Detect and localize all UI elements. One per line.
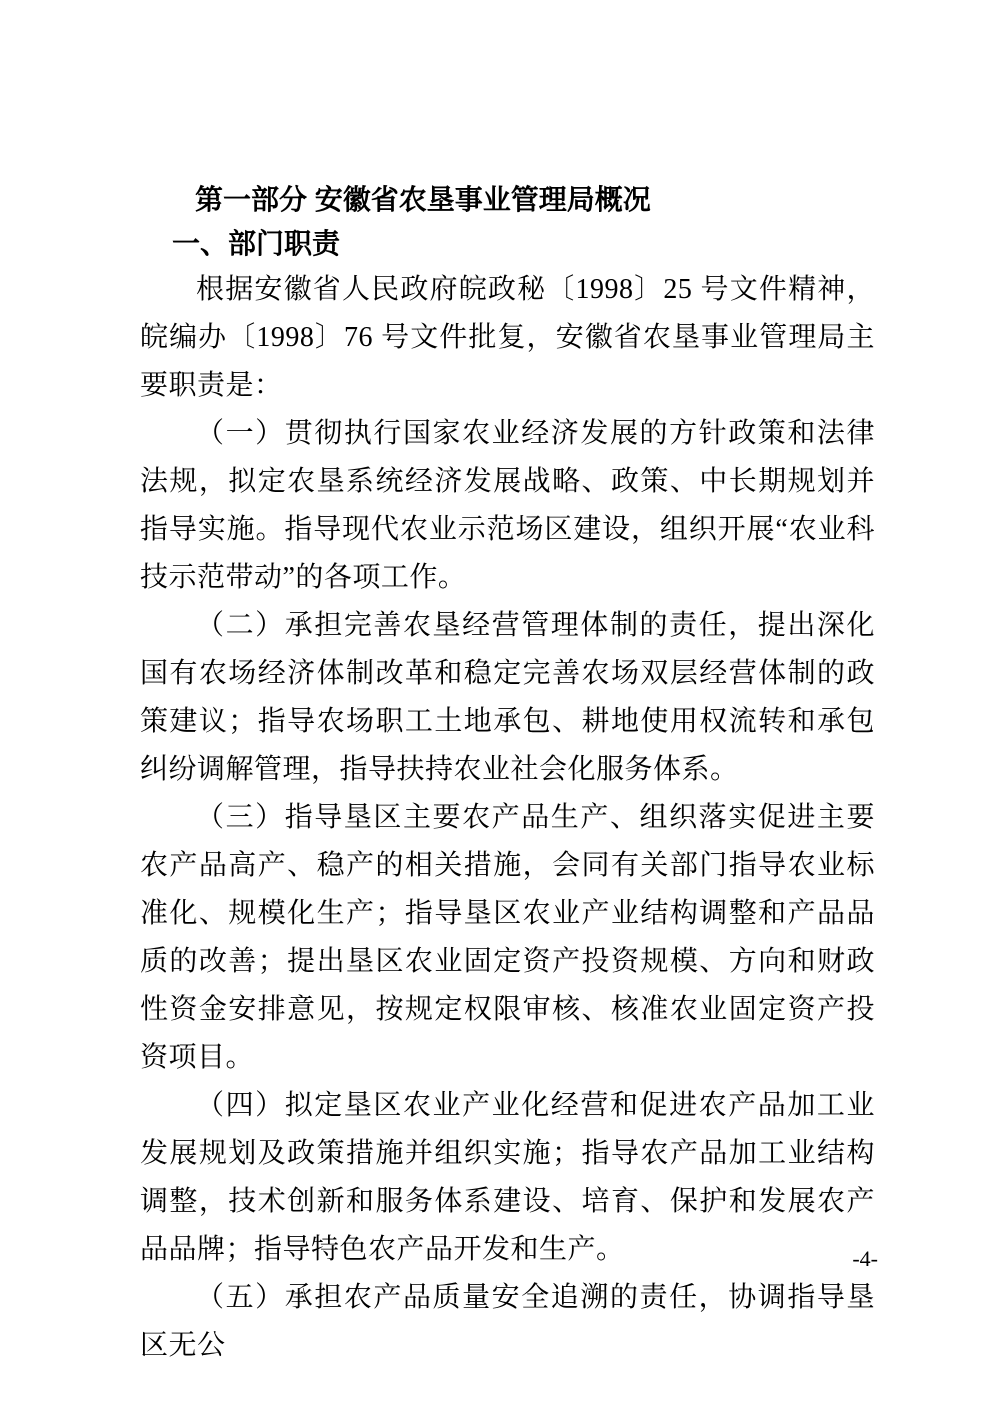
document-body [140,266,875,1370]
paragraph: （四）拟定垦区农业产业化经营和促进农产品加工业发展规划及政策措施并组织实施；指导农产品加工业结构调整，技术创新和服务体系建设、培育、保护和发展农产品品牌；指导特色农产品开发和生产。 [140,1090,875,1265]
paragraph: （一）贯彻执行国家农业经济发展的方针政策和法律法规，拟定农垦系统经济发展战略、政策、中长期规划并指导实施。指导现代农业示范场区建设，组织开展“农业科技示范带动”的各项工作。 [140,418,875,593]
paragraph: （五）承担农产品质量安全追溯的责任，协调指导垦区无公 [140,1282,875,1361]
page-number: -4- [852,1246,878,1271]
section-title: 一、部门职责 [172,228,341,259]
paragraph: （三）指导垦区主要农产品生产、组织落实促进主要农产品高产、稳产的相关措施，会同有关部门指导农业标准化、规模化生产；指导垦区农业产业结构调整和产品品质的改善；提出垦区农业固定资产投资规模、方向和财政性资金安排意见，按规定权限审核、核准农业固定资产投资项目。 [140,802,875,1073]
paragraph: 根据安徽省人民政府皖政秘〔1998〕25 号文件精神，皖编办〔1998〕76 号文件批复，安徽省农垦事业管理局主要职责是： [140,274,875,401]
paragraph: （二）承担完善农垦经营管理体制的责任，提出深化国有农场经济体制改革和稳定完善农场双层经营体制的政策建议；指导农场职工土地承包、耕地使用权流转和承包纠纷调解管理，指导扶持农业社会化服务体系。 [140,610,875,785]
part-title: 第一部分 安徽省农垦事业管理局概况 [195,184,651,215]
document-content [140,178,875,1370]
